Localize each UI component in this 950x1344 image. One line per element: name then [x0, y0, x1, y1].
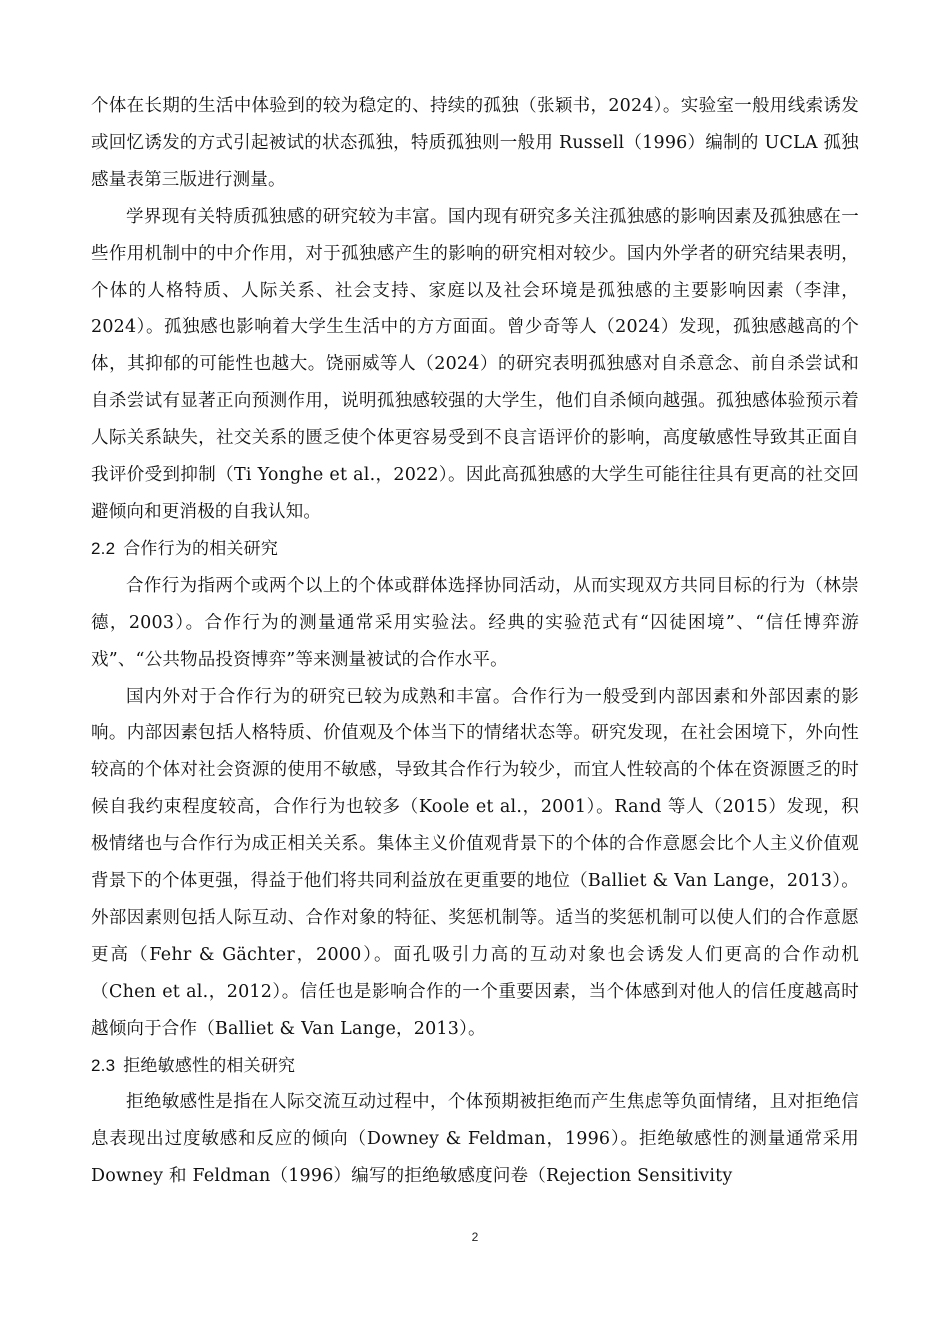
section-heading — [91, 1048, 859, 1085]
body-paragraph: 学界现有关特质孤独感的研究较为丰富。国内现有研究多关注孤独感的影响因素及孤独感在一些作用机制中的中介作用，对于孤独感产生的影响的研究相对较少。国内外学者的研究结果表明，个体的人格特质、人际关系、社会支持、家庭以及社会环境是孤独感的主要影响因素（李津，2024）。孤独感也影响着大学生生活中的方方面面。曾少奇等人（2024）发现，孤独感越高的个体，其抑郁的可能性也越大。饶丽威等人（2024）的研究表明孤独感对自杀意念、前自杀尝试和自杀尝试有显著正向预测作用，说明孤独感较强的大学生，他们自杀倾向越强。孤独感体验预示着人际关系缺失，社交关系的匮乏使个体更容易受到不良言语评价的影响，高度敏感性导致其正面自我评价受到抑制（Ti Yonghe et al.，2022）。因此高孤独感的大学生可能往往具有更高的社交回避倾向和更消极的自我认知。 — [91, 206, 859, 522]
section-heading — [91, 531, 859, 568]
body-paragraph: 个体在长期的生活中体验到的较为稳定的、持续的孤独（张颖书，2024）。实验室一般用线索诱发或回忆诱发的方式引起被试的状态孤独，特质孤独则一般用 Russell（1996）编制的 UCLA 孤独感量表第三版进行测量。 — [91, 96, 859, 190]
section-number: 2.2 — [91, 538, 116, 558]
body-paragraph: 国内外对于合作行为的研究已较为成熟和丰富。合作行为一般受到内部因素和外部因素的影响。内部因素包括人格特质、价值观及个体当下的情绪状态等。研究发现，在社会困境下，外向性较高的个体对社会资源的使用不敏感，导致其合作行为较少，而宜人性较高的个体在资源匮乏的时候自我约束程度较高，合作行为也较多（Koole et al.，2001）。Rand 等人（2015）发现，积极情绪也与合作行为成正相关关系。集体主义价值观背景下的个体的合作意愿会比个人主义价值观背景下的个体更强，得益于他们将共同利益放在更重要的地位（Balliet & Van Lange，2013）。外部因素则包括人际互动、合作对象的特征、奖惩机制等。适当的奖惩机制可以使人们的合作意愿更高（Fehr & Gächter，2000）。面孔吸引力高的互动对象也会诱发人们更高的合作动机（Chen et al.，2012）。信任也是影响合作的一个重要因素，当个体感到对他人的信任度越高时越倾向于合作（Balliet & Van Lange，2013）。 — [91, 686, 859, 1039]
body-paragraph: 拒绝敏感性是指在人际交流互动过程中，个体预期被拒绝而产生焦虑等负面情绪，且对拒绝信息表现出过度敏感和反应的倾向（Downey & Feldman，1996）。拒绝敏感性的测量通常采用 Downey 和 Feldman（1996）编写的拒绝敏感度问卷（Rejection Sensitivity — [91, 1092, 859, 1187]
body-paragraph: 合作行为指两个或两个以上的个体或群体选择协同活动，从而实现双方共同目标的行为（林崇德，2003）。合作行为的测量通常采用实验法。经典的实验范式有“囚徒困境”、“信任博弈游戏”、“公共物品投资博弈”等来测量被试的合作水平。 — [91, 575, 859, 670]
section-title: 合作行为的相关研究 — [123, 538, 279, 559]
section-number: 2.3 — [91, 1055, 116, 1075]
document-page — [91, 88, 859, 1195]
section-title: 拒绝敏感性的相关研究 — [123, 1055, 296, 1076]
page-number: 2 — [471, 1230, 479, 1244]
